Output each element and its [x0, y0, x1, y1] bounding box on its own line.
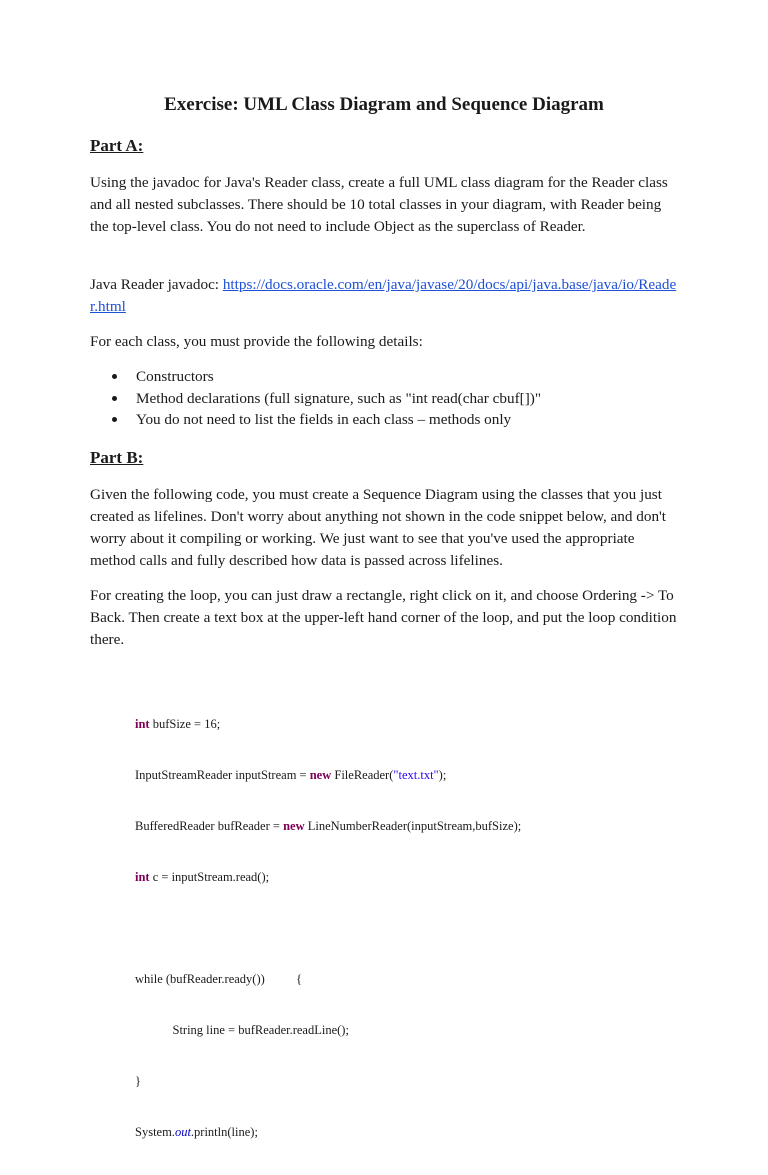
bullet-icon — [112, 417, 117, 422]
list-item — [90, 366, 682, 388]
document-title: Exercise: UML Class Diagram and Sequence Diagram — [164, 94, 604, 115]
list-item-text: Constructors — [136, 368, 214, 385]
code-line — [135, 1124, 521, 1141]
code-line: } — [135, 1074, 141, 1088]
code-line — [135, 818, 521, 835]
part-b-heading: Part B: — [90, 448, 144, 467]
list-item — [90, 388, 682, 410]
code-text: LineNumberReader(inputStream,bufSize); — [304, 819, 522, 833]
code-text: BufferedReader bufReader = — [135, 819, 284, 833]
loop-instructions: For creating the loop, you can just draw a rectangle, right click on it, and choose Ordering -> To Back. Then create a text box at the upper-left hand corner of the loop, and put the loop condition there. — [90, 587, 677, 648]
details-intro: For each class, you must provide the following details: — [90, 333, 423, 350]
code-line — [135, 767, 521, 784]
code-keyword: new — [283, 819, 305, 833]
javadoc-link[interactable]: https://docs.oracle.com/en/java/javase/20/docs/api/java.base/java/io/Reader.html — [90, 276, 677, 315]
code-text: FileReader( — [331, 768, 394, 782]
code-line: String line = bufReader.readLine(); — [135, 1023, 349, 1037]
code-line: while (bufReader.ready()) { — [135, 972, 303, 986]
list-item-text: Method declarations (full signature, such as "int read(char cbuf[])" — [136, 389, 542, 407]
code-line — [135, 716, 521, 733]
javadoc-label: Java Reader javadoc: — [90, 276, 223, 293]
part-b-intro: Given the following code, you must create a Sequence Diagram using the classes that you just created as lifelines. Don't worry about anything not shown in the code snippet below, and don't worry about it compiling or working. We just want to see that you've used the appropriate method calls and fully described how data is passed across lifelines. — [90, 486, 666, 569]
code-text: bufSize = 16; — [149, 717, 221, 731]
list-item — [90, 409, 682, 431]
javadoc-reference — [90, 274, 682, 318]
bullet-icon — [112, 396, 117, 401]
code-line — [135, 869, 521, 886]
code-field: out — [174, 1125, 191, 1139]
code-blank-line — [135, 920, 521, 937]
code-text: System. — [135, 1125, 175, 1139]
details-list — [90, 366, 682, 431]
code-text: InputStreamReader inputStream = — [135, 768, 310, 782]
code-text: c = inputStream.read(); — [149, 870, 270, 884]
code-keyword: int — [135, 870, 150, 884]
list-item-text: You do not need to list the fields in each class – methods only — [136, 411, 512, 428]
part-a-intro: Using the javadoc for Java's Reader class, create a full UML class diagram for the Reader class and all nested subclasses. There should be 10 total classes in your diagram, with Reader being the top-level class. You do not need to include Object as the superclass of Reader. — [90, 174, 668, 235]
bullet-icon — [112, 374, 117, 379]
code-keyword: new — [309, 768, 332, 782]
code-keyword: int — [135, 717, 150, 731]
code-text: ); — [438, 768, 447, 782]
code-snippet — [135, 682, 521, 1175]
code-string: "text.txt" — [393, 768, 439, 782]
part-a-heading: Part A: — [90, 136, 144, 155]
code-text: .println(line); — [190, 1125, 258, 1139]
